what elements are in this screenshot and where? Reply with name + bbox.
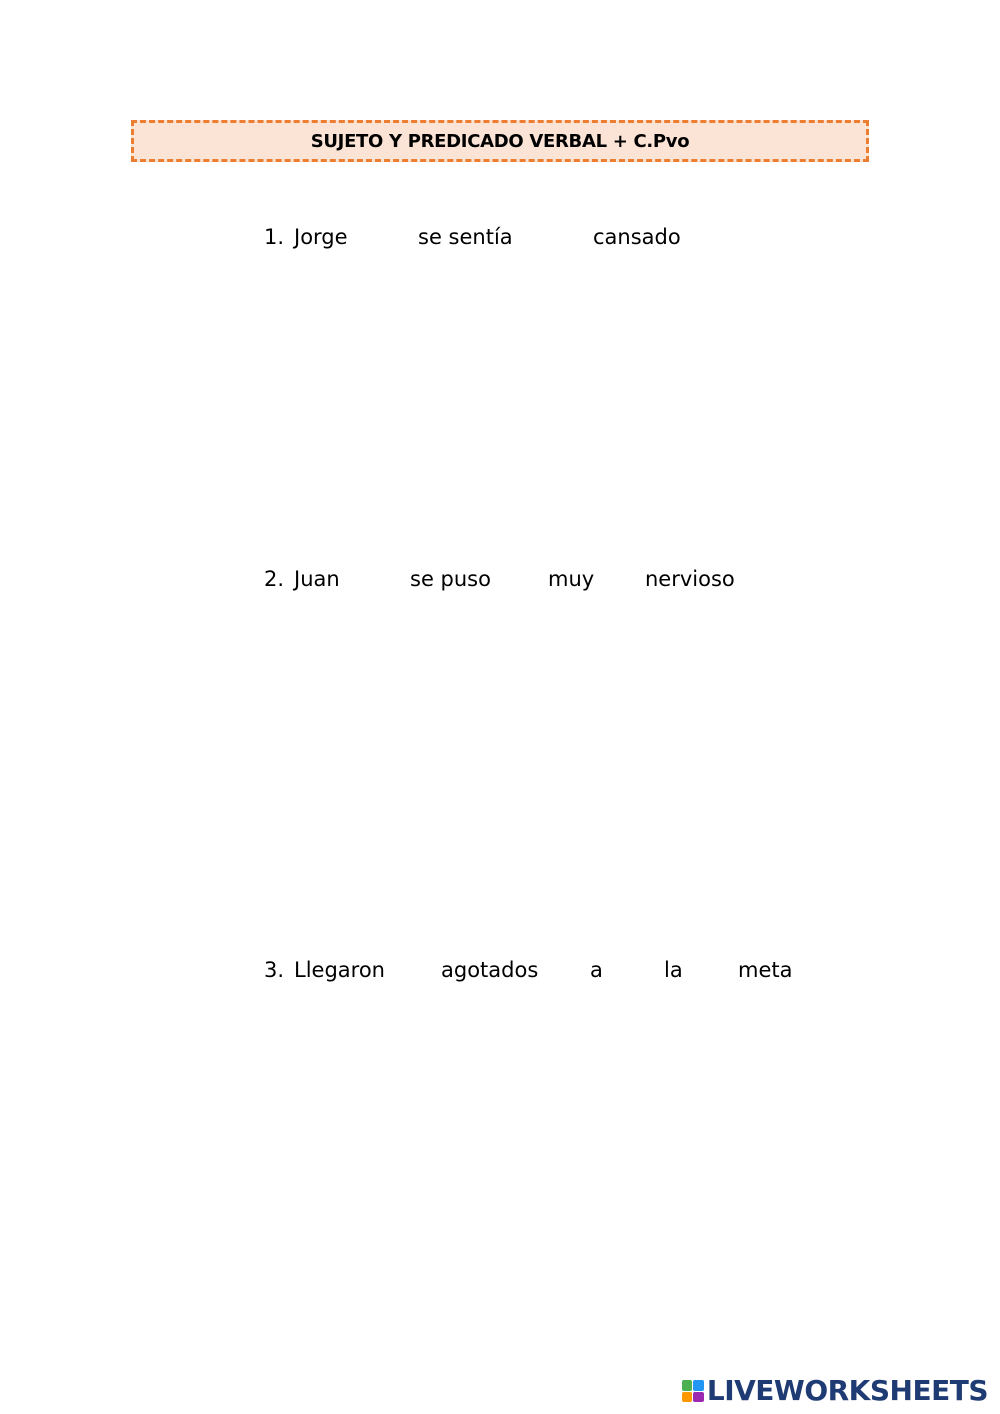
word-adverb[interactable]: muy: [548, 567, 595, 591]
sentence-3: [0, 955, 1000, 985]
sentence-number: 1.: [264, 225, 285, 249]
word-predicative[interactable]: agotados: [441, 958, 539, 982]
liveworksheets-logo-icon: [682, 1380, 704, 1402]
title-banner: [131, 120, 869, 162]
sentence-number: 2.: [264, 567, 285, 591]
page-title: SUJETO Y PREDICADO VERBAL + C.Pvo: [310, 130, 690, 152]
word-subject[interactable]: Jorge: [294, 225, 348, 249]
word-verb[interactable]: Llegaron: [294, 958, 385, 982]
word-subject[interactable]: Juan: [294, 567, 340, 591]
word-noun[interactable]: meta: [738, 958, 793, 982]
sentence-number: 3.: [264, 958, 285, 982]
word-verb[interactable]: se sentía: [418, 225, 513, 249]
word-preposition[interactable]: a: [590, 958, 603, 982]
word-article[interactable]: la: [664, 958, 683, 982]
word-verb[interactable]: se puso: [410, 567, 491, 591]
brand-footer: [682, 1376, 988, 1406]
brand-name: LIVEWORKSHEETS: [706, 1374, 988, 1407]
word-predicative[interactable]: cansado: [593, 225, 681, 249]
sentence-2: [0, 564, 1000, 594]
sentence-1: [0, 222, 1000, 252]
word-predicative[interactable]: nervioso: [645, 567, 735, 591]
